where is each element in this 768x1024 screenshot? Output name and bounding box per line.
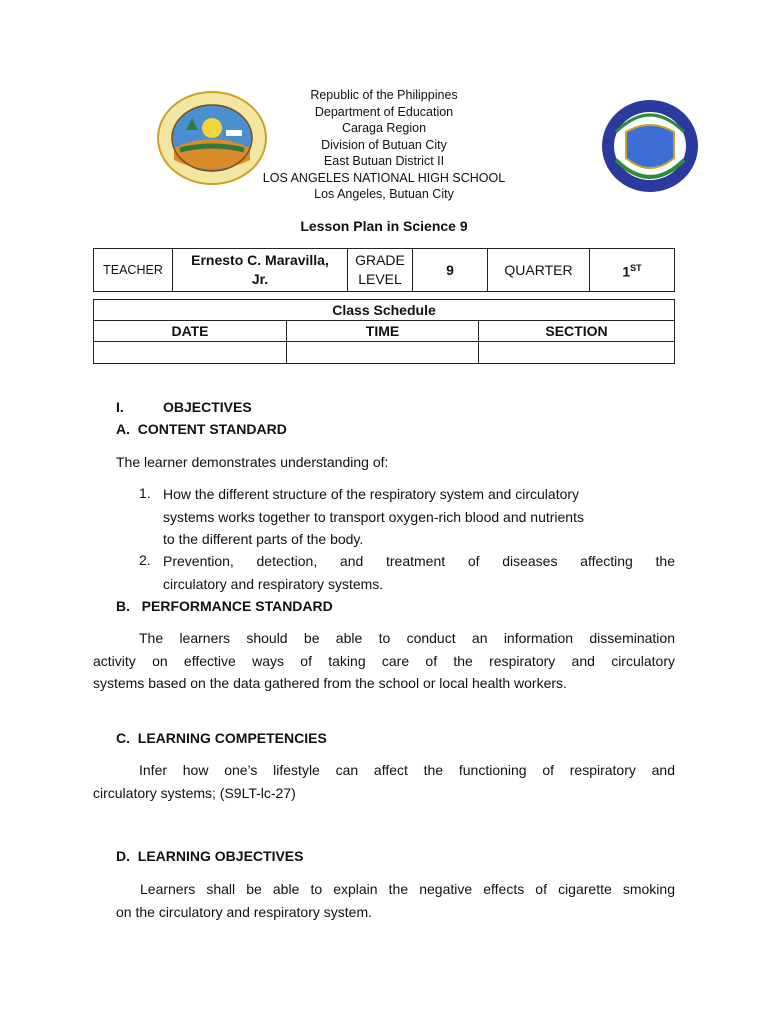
header-department: Department of Education xyxy=(314,104,454,119)
header-region: Caraga Region xyxy=(341,121,427,135)
schedule-section-cell xyxy=(479,342,675,364)
list-item-2-number: 2. xyxy=(139,552,151,568)
schedule-caption: Class Schedule xyxy=(94,300,675,321)
list-item-1-line1: How the different structure of the respiratory system and circulatory xyxy=(163,486,580,502)
list-item-1 xyxy=(163,483,668,551)
performance-line3: systems based on the data gathered from the school or local health workers. xyxy=(93,675,567,691)
quarter-number: 1 xyxy=(622,263,631,280)
class-schedule-table xyxy=(93,299,675,364)
content-standard-heading: A. CONTENT STANDARD xyxy=(116,421,287,437)
schedule-header-time: TIME xyxy=(287,321,479,342)
school-seal-icon xyxy=(600,98,700,194)
teacher-label: TEACHER xyxy=(94,249,173,292)
performance-standard-text xyxy=(93,627,675,695)
schedule-header-section: SECTION xyxy=(479,321,675,342)
competencies-line2: circulatory systems; (S9LT-lc-27) xyxy=(93,784,296,801)
header-division: Division of Butuan City xyxy=(321,137,447,152)
list-item-2-line2: circulatory and respiratory systems. xyxy=(163,575,384,592)
list-item-1-line2: systems works together to transport oxygen-rich blood and nutrients xyxy=(163,508,584,525)
objectives-line1: Learners shall be able to explain the negative effects of cigarette smoking xyxy=(140,881,675,897)
performance-standard-heading: B. PERFORMANCE STANDARD xyxy=(116,598,333,614)
teacher-name-line1: Ernesto C. Maravilla, xyxy=(191,252,329,268)
schedule-header-date: DATE xyxy=(94,321,287,342)
teacher-name xyxy=(173,249,348,292)
objectives-roman: I. xyxy=(116,399,124,415)
header-republic: Republic of the Philippines xyxy=(310,88,458,102)
schedule-date-cell xyxy=(94,342,287,364)
grade-label-line2: LEVEL xyxy=(358,271,402,287)
grade-label-line1: GRADE xyxy=(355,252,405,268)
header-address: Los Angeles, Butuan City xyxy=(314,187,454,201)
schedule-time-cell xyxy=(287,342,479,364)
learning-competencies-text xyxy=(93,759,675,804)
header-school-name: LOS ANGELES NATIONAL HIGH SCHOOL xyxy=(262,170,506,185)
school-header xyxy=(234,87,534,203)
header-district: East Butuan District II xyxy=(323,154,445,168)
quarter-value xyxy=(590,249,675,292)
teacher-info-table xyxy=(93,248,675,292)
performance-line2: activity on effective ways of taking care of the respiratory and circulatory xyxy=(93,652,675,669)
teacher-name-line2: Jr. xyxy=(251,271,269,287)
learning-competencies-heading: C. LEARNING COMPETENCIES xyxy=(116,730,327,746)
objectives-line2: on the circulatory and respiratory system. xyxy=(116,903,372,920)
list-item-1-line3: to the different parts of the body. xyxy=(163,531,364,547)
grade-level-label xyxy=(348,249,413,292)
list-item-1-number: 1. xyxy=(139,485,151,501)
performance-line1: The learners should be able to conduct an information dissemination xyxy=(139,630,675,646)
learning-objectives-text xyxy=(116,878,675,923)
objectives-heading: OBJECTIVES xyxy=(163,399,252,415)
learning-objectives-heading: D. LEARNING OBJECTIVES xyxy=(116,848,304,864)
competencies-line1: Infer how one’s lifestyle can affect the functioning of respiratory and xyxy=(139,762,675,778)
grade-level-value: 9 xyxy=(413,249,488,292)
content-standard-intro: The learner demonstrates understanding of: xyxy=(116,454,389,470)
page-title: Lesson Plan in Science 9 xyxy=(300,218,468,234)
list-item-2-line1: Prevention, detection, and treatment of diseases affecting the xyxy=(163,553,675,569)
list-item-2 xyxy=(163,550,675,595)
quarter-label: QUARTER xyxy=(488,249,590,292)
quarter-suffix: ST xyxy=(630,262,642,273)
